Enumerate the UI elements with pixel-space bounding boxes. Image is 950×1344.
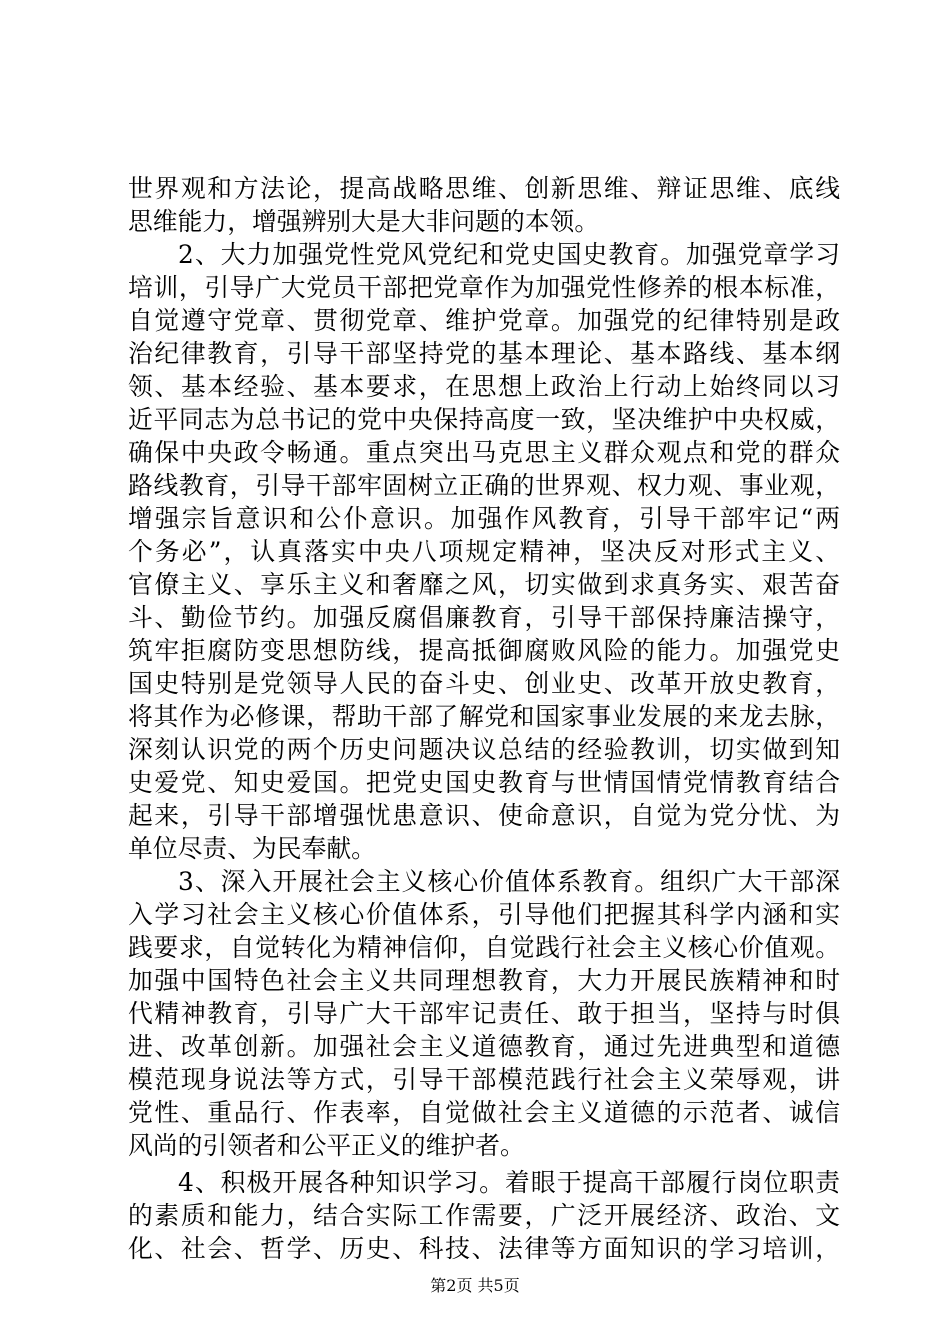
text-line: 单位尽责、为民奉献。 bbox=[128, 834, 376, 863]
text-line: 培训，引导广大党员干部把党章作为加强党性修养的根本标准， bbox=[128, 273, 840, 302]
text-line: 筑牢拒腐防变思想防线，提高抵御腐败风险的能力。加强党史 bbox=[128, 636, 840, 665]
paragraph-first-line: 4、积极开展各种知识学习。着眼于提高干部履行岗位职责 bbox=[178, 1168, 840, 1197]
text-line: 增强宗旨意识和公仆意识。加强作风教育，引导干部牢记“两 bbox=[128, 504, 840, 533]
text-line: 入学习社会主义核心价值体系，引导他们把握其科学内涵和实 bbox=[128, 900, 840, 929]
text-line: 领、基本经验、基本要求，在思想上政治上行动上始终同以习 bbox=[128, 372, 840, 401]
body-text bbox=[128, 172, 840, 1265]
paragraph-first-line: 2、大力加强党性党风党纪和党史国史教育。加强党章学习 bbox=[178, 240, 840, 269]
text-line: 进、改革创新。加强社会主义道德教育，通过先进典型和道德 bbox=[128, 1032, 840, 1061]
text-line: 个务必”，认真落实中央八项规定精神，坚决反对形式主义、 bbox=[128, 537, 840, 566]
text-line: 将其作为必修课，帮助干部了解党和国家事业发展的来龙去脉， bbox=[128, 702, 840, 731]
text-line: 史爱党、知史爱国。把党史国史教育与世情国情党情教育结合 bbox=[128, 768, 840, 797]
text-line: 思维能力，增强辨别大是大非问题的本领。 bbox=[128, 207, 600, 236]
text-line: 代精神教育，引导广大干部牢记责任、敢于担当，坚持与时俱 bbox=[128, 999, 840, 1028]
text-line: 党性、重品行、作表率，自觉做社会主义道德的示范者、诚信 bbox=[128, 1098, 840, 1127]
text-line: 起来，引导干部增强忧患意识、使命意识，自觉为党分忧、为 bbox=[128, 801, 840, 830]
text-line: 风尚的引领者和公平正义的维护者。 bbox=[128, 1131, 525, 1160]
text-line: 官僚主义、享乐主义和奢靡之风，切实做到求真务实、艰苦奋 bbox=[128, 570, 840, 599]
text-line: 路线教育，引导干部牢固树立正确的世界观、权力观、事业观， bbox=[128, 471, 840, 500]
text-line: 斗、勤俭节约。加强反腐倡廉教育，引导干部保持廉洁操守， bbox=[128, 603, 840, 632]
text-line: 践要求，自觉转化为精神信仰，自觉践行社会主义核心价值观。 bbox=[128, 933, 840, 962]
text-line: 确保中央政令畅通。重点突出马克思主义群众观点和党的群众 bbox=[128, 438, 840, 467]
text-line: 化、社会、哲学、历史、科技、法律等方面知识的学习培训， bbox=[128, 1234, 840, 1263]
text-line: 自觉遵守党章、贯彻党章、维护党章。加强党的纪律特别是政 bbox=[128, 306, 840, 335]
text-line: 治纪律教育，引导干部坚持党的基本理论、基本路线、基本纲 bbox=[128, 339, 840, 368]
page-footer: 第2页 共5页 bbox=[430, 1276, 520, 1295]
text-line: 深刻认识党的两个历史问题决议总结的经验教训，切实做到知 bbox=[128, 735, 840, 764]
text-line: 加强中国特色社会主义共同理想教育，大力开展民族精神和时 bbox=[128, 966, 840, 995]
text-line: 国史特别是党领导人民的奋斗史、创业史、改革开放史教育， bbox=[128, 669, 840, 698]
text-line: 世界观和方法论，提高战略思维、创新思维、辩证思维、底线 bbox=[128, 174, 840, 203]
text-line: 的素质和能力，结合实际工作需要，广泛开展经济、政治、文 bbox=[128, 1201, 840, 1230]
text-line: 近平同志为总书记的党中央保持高度一致，坚决维护中央权威， bbox=[128, 405, 840, 434]
paragraph-first-line: 3、深入开展社会主义核心价值体系教育。组织广大干部深 bbox=[178, 867, 840, 896]
text-line: 模范现身说法等方式，引导干部模范践行社会主义荣辱观，讲 bbox=[128, 1065, 840, 1094]
